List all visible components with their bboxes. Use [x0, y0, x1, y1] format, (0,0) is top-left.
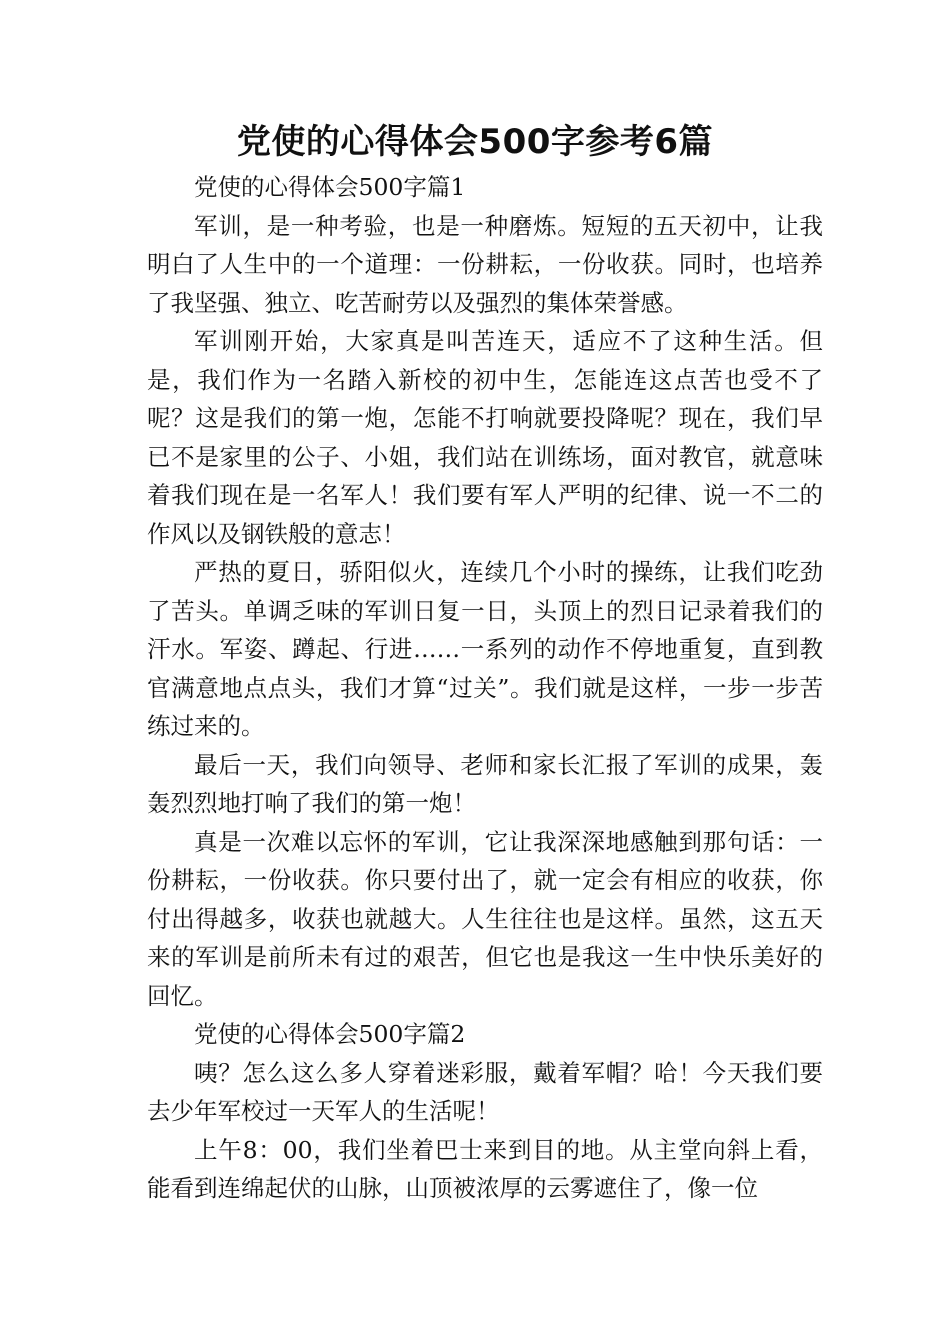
section-heading-1: 党使的心得体会500字篇1 — [194, 173, 466, 201]
document-body — [147, 168, 823, 1208]
paragraph: 军训刚开始，大家真是叫苦连天，适应不了这种生活。但是，我们作为一名踏入新校的初中生，怎能连这点苦也受不了呢？这是我们的第一炮，怎能不打响就要投降呢？现在，我们早已不是家里的公子、小姐，我们站在训练场，面对教官，就意味着我们现在是一名军人！我们要有军人严明的纪律、说一不二的作风以及钢铁般的意志！ — [147, 327, 823, 548]
paragraph: 真是一次难以忘怀的军训，它让我深深地感触到那句话：一份耕耘，一份收获。你只要付出了，就一定会有相应的收获，你付出得越多，收获也就越大。人生往往也是这样。虽然，这五天来的军训是前所未有过的艰苦，但它也是我这一生中快乐美好的回忆。 — [147, 827, 823, 1010]
section-heading-2: 党使的心得体会500字篇2 — [194, 1020, 466, 1048]
paragraph: 严热的夏日，骄阳似火，连续几个小时的操练，让我们吃劲了苦头。单调乏味的军训日复一日，头顶上的烈日记录着我们的汗水。军姿、蹲起、行进……一系列的动作不停地重复，直到教官满意地点点头，我们才算“过关”。我们就是这样，一步一步苦练过来的。 — [147, 558, 823, 740]
paragraph: 最后一天，我们向领导、老师和家长汇报了军训的成果，轰轰烈烈地打响了我们的第一炮！ — [147, 750, 823, 817]
paragraph: 军训，是一种考验，也是一种磨炼。短短的五天初中，让我明白了人生中的一个道理：一份耕耘，一份收获。同时，也培养了我坚强、独立、吃苦耐劳以及强烈的集体荣誉感。 — [147, 211, 823, 317]
paragraph: 咦？怎么这么多人穿着迷彩服，戴着军帽？哈！今天我们要去少年军校过一天军人的生活呢！ — [147, 1058, 823, 1125]
paragraph: 上午8：00，我们坐着巴士来到目的地。从主堂向斜上看，能看到连绵起伏的山脉，山顶被浓厚的云雾遮住了，像一位 — [147, 1135, 823, 1202]
document-title: 党使的心得体会500字参考6篇 — [236, 122, 714, 162]
